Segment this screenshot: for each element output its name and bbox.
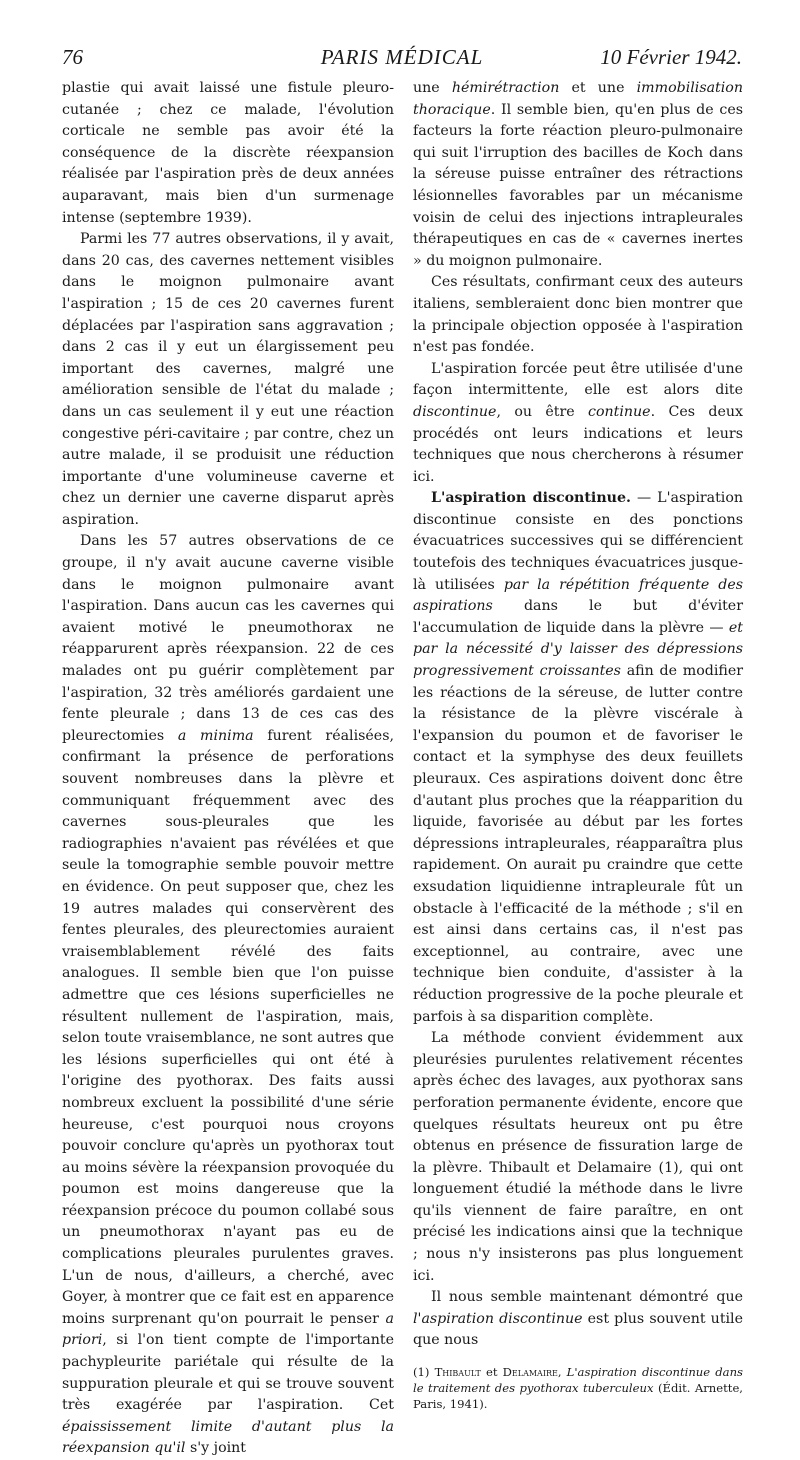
text-run: Thibault (434, 1365, 481, 1380)
text-run: une (413, 80, 452, 96)
left-column (62, 78, 394, 1460)
paragraph (413, 78, 743, 272)
text-run: Dans les 57 autres observations de ce groupe, il n'y avait aucune caverne visible dans le moignon pulmonaire avant l'aspiration. Dans aucun cas les cavernes qui avaient motivé le pneumothorax ne réapparurent après réexpansion. 22 de ces malades ont pu guérir complètement par l'aspiration, 32 très améliorés gardaient une fente pleurale ; dans 13 de ces cas des pleurectomies (62, 533, 394, 744)
section-heading: L'aspiration discontinue. (431, 490, 631, 507)
paragraph (413, 1287, 743, 1352)
emphasis-text: immobilisation thoracique (413, 80, 743, 118)
text-run: dans le but d'éviter l'accumulation de liquide dans la plèvre — (413, 598, 743, 636)
paragraph (413, 1028, 743, 1287)
emphasis-text: L'aspiration discontinue dans le traitement des pyothorax tuberculeux (413, 1365, 744, 1396)
text-run: La méthode convient évidemment aux pleurésies purulentes relativement récentes après échec des lavages, aux pyothorax sans perforation permanente évidente, encore que quelques résultats heureux ont pu être obtenus en présence de fissuration large de la plèvre. Thibault et Delamaire (1), qui ont longuement étudié la méthode dans le livre qu'ils viennent de faire paraître, en ont précisé les indications ainsi que la technique ; nous n'y insisterons pas plus longuement ici. (413, 1030, 743, 1284)
text-run: , si l'on tient compte de l'importante pachypleurite pariétale qui résulte de la suppuration pleurale et qui se trouve souvent très exagérée par l'aspiration. Cet (62, 1332, 394, 1414)
text-run: plastie qui avait laissé une fistule pleuro-cutanée ; chez ce malade, l'évolution corticale ne semble pas avoir été la conséquence de la discrète réexpansion réalisée par l'aspiration près de deux années auparavant, mais bien d'un surmenage intense (septembre 1939). (62, 80, 394, 226)
emphasis-text: a minima (177, 727, 254, 744)
emphasis-text: discontinue (413, 403, 497, 420)
text-run: — L'aspiration discontinue consiste en des ponctions évacuatrices successives qui se différencient toutefois des techniques évacuatrices jusque-là utilisées (413, 490, 744, 593)
text-run: , ou être (496, 403, 589, 420)
emphasis-text: l'aspiration discontinue (413, 1310, 583, 1327)
text-run: furent réalisées, confirmant la présence de perforations souvent nombreuses dans la plèvre et communiquant fréquemment avec des cavernes sous-pleurales que les radiographies n'avaient pas révélées et que seule la tomographie semble pouvoir mettre en évidence. On peut supposer que, chez les 19 autres malades qui conservèrent des fentes pleurales, des pleurectomies auraient vraisemblablement révélé des faits analogues. Il semble bien que l'on puisse admettre que ces lésions superficielles ne résultent nullement de l'aspiration, mais, selon toute vraisemblance, ne sont autres que les lésions superficielles qui ont été à l'origine des pyothorax. Des faits aussi nombreux excluent la possibilité d'une série heureuse, c'est pourquoi nous croyons pouvoir conclure qu'après un pyothorax tout au moins sévère la réexpansion provoquée du poumon est moins dangereuse que la réexpansion précoce du poumon collabé sous un pneumothorax n'ayant pas eu de complications pleurales purulentes graves. L'un de nous, d'ailleurs, a cherché, avec Goyer, à montrer que ce fait est en apparence moins surprenant qu'on pourrait le penser (62, 727, 394, 1327)
emphasis-text: par la répétition fréquente des aspirations (413, 576, 743, 615)
text-run: Delamaire (502, 1365, 558, 1380)
journal-title: PARIS MÉDICAL (320, 45, 484, 69)
text-run: (Édit. Arnette, Paris, 1941). (413, 1381, 743, 1412)
paragraph (62, 229, 394, 531)
emphasis-text: continue (588, 403, 651, 420)
emphasis-text: épaississement limite d'autant plus la réexpansion qu'il (62, 1418, 394, 1457)
text-run: L'aspiration forcée peut être utilisée d'une façon intermittente, elle est alors dite (413, 360, 743, 399)
paragraph (62, 531, 394, 1460)
paragraph (62, 78, 394, 229)
footnote (413, 1364, 743, 1412)
paragraph (413, 272, 743, 358)
text-run: et une (559, 80, 637, 96)
issue-date: 10 Février 1942. (600, 45, 742, 69)
paragraph (413, 359, 743, 489)
text-run: s'y joint (185, 1440, 247, 1457)
text-run: Il nous semble maintenant démontré que (431, 1289, 743, 1306)
emphasis-text: a priori (62, 1310, 394, 1349)
text-run: . Ces deux procédés ont leurs indications et leurs techniques que nous chercherons à résumer ici. (413, 403, 743, 485)
emphasis-text: et par la nécessité d'y laisser des dépressions progressivement croissantes (413, 619, 743, 680)
page-number: 76 (62, 45, 83, 69)
right-column (413, 78, 743, 1412)
page-header (62, 42, 742, 72)
text-run: et (480, 1365, 503, 1380)
right-column-body (413, 78, 743, 1352)
text-run: Ces résultats, confirmant ceux des auteurs italiens, sembleraient donc bien montrer que la principale objection opposée à l'aspiration n'est pas fondée. (413, 274, 743, 356)
text-run: est plus souvent utile que nous (413, 1310, 743, 1349)
text-run: . Il semble bien, qu'en plus de ces facteurs la forte réaction pleuro-pulmonaire qui suit l'irruption des bacilles de Koch dans la séreuse puisse entraîner des rétractions lésionnelles favorables par un mécanisme voisin de celui des injections intrapleurales thérapeutiques en cas de « cavernes inertes » du moignon pulmonaire. (413, 101, 743, 269)
text-run: afin de modifier les réactions de la séreuse, de lutter contre la résistance de la plèvre viscérale à l'expansion du poumon et de favoriser le contact et la symphyse des deux feuillets pleuraux. Ces aspirations doivent donc être d'autant plus proches que la réapparition du liquide, favorisée au début par les fortes dépressions intrapleurales, réapparaîtra plus rapidement. On aurait pu craindre que cette exsudation liquidienne intrapleurale fût un obstacle à l'efficacité de la méthode ; s'il en est ainsi dans certains cas, il n'est pas exceptionnel, au contraire, avec une technique bien conduite, d'assister à la réduction progressive de la poche pleurale et parfois à sa disparition complète. (413, 663, 744, 1025)
text-run: , (557, 1365, 567, 1380)
text-run: (1) (413, 1365, 435, 1380)
emphasis-text: hémirétraction (451, 80, 560, 96)
text-run: Parmi les 77 autres observations, il y avait, dans 20 cas, des cavernes nettement visibles dans le moignon pulmonaire avant l'aspiration ; 15 de ces 20 cavernes furent déplacées par l'aspiration sans aggravation ; dans 2 cas il y eut un élargissement peu important des cavernes, malgré une amélioration sensible de l'état du malade ; dans un cas seulement il y eut une réaction congestive péri-cavitaire ; par contre, chez un autre malade, il se produisit une réduction importante d'une volumineuse caverne et chez un dernier une caverne disparut après aspiration. (62, 231, 394, 528)
paragraph (413, 488, 743, 1028)
